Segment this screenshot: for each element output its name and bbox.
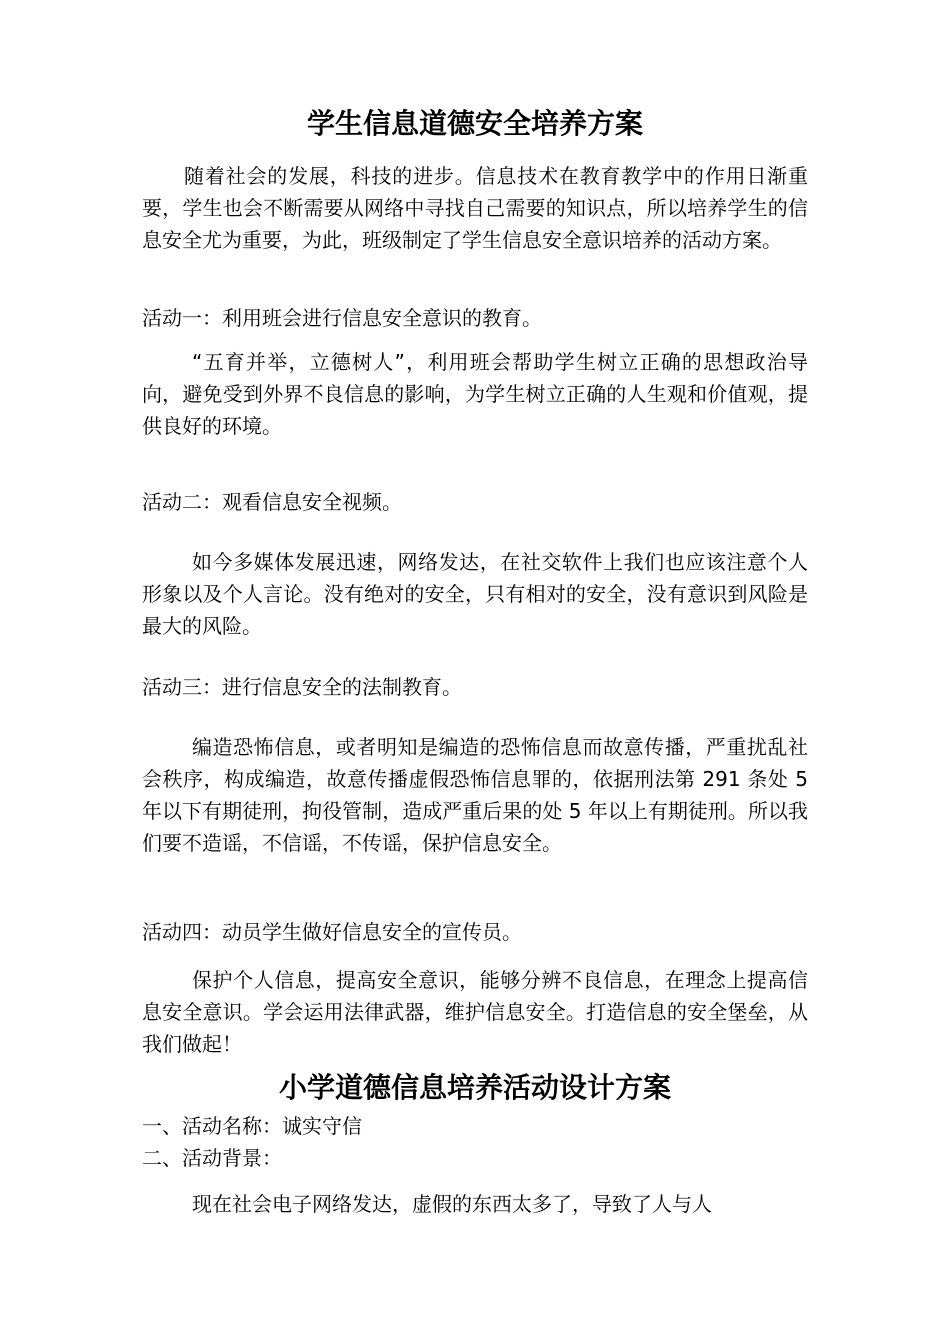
background-paragraph: 现在社会电子网络发达，虚假的东西太多了，导致了人与人	[192, 1192, 712, 1216]
activity-1-heading: 活动一：利用班会进行信息安全意识的教育。	[142, 306, 542, 330]
second-document-title: 小学道德信息培养活动设计方案	[278, 1071, 671, 1104]
document-title: 学生信息道德安全培养方案	[306, 107, 643, 140]
activity-2-body: 如今多媒体发展迅速，网络发达，在社交软件上我们也应该注意个人形象以及个人言论。没有绝对的安全，只有相对的安全，没有意识到风险是最大的风险。	[142, 550, 808, 638]
activity-name-item: 一、活动名称：诚实守信	[142, 1114, 362, 1138]
activity-3-body: 编造恐怖信息，或者明知是编造的恐怖信息而故意传播，严重扰乱社会秩序，构成编造，故意传播虚假恐怖信息罪的，依据刑法第 291 条处 5 年以下有期徒刑，拘役管制，造成严重后果的处 5 年以上有期徒刑。所以我们要不造谣，不信谣，不传谣，保护信息安全。	[142, 735, 808, 855]
activity-4-body: 保护个人信息，提高安全意识，能够分辨不良信息，在理念上提高信息安全意识。学会运用法律武器，维护信息安全。打造信息的安全堡垒，从我们做起！	[142, 968, 808, 1056]
activity-background-item: 二、活动背景：	[142, 1146, 282, 1170]
activity-3-heading: 活动三：进行信息安全的法制教育。	[142, 675, 462, 699]
activity-4-heading: 活动四：动员学生做好信息安全的宣传员。	[142, 920, 522, 944]
activity-2-heading: 活动二：观看信息安全视频。	[142, 490, 402, 514]
intro-paragraph: 随着社会的发展，科技的进步。信息技术在教育教学中的作用日渐重要，学生也会不断需要从网络中寻找自己需要的知识点，所以培养学生的信息安全尤为重要，为此，班级制定了学生信息安全意识培养的活动方案。	[142, 164, 808, 252]
activity-1-body: “五育并举，立德树人”，利用班会帮助学生树立正确的思想政治导向，避免受到外界不良信息的影响，为学生树立正确的人生观和价值观，提供良好的环境。	[142, 350, 808, 438]
